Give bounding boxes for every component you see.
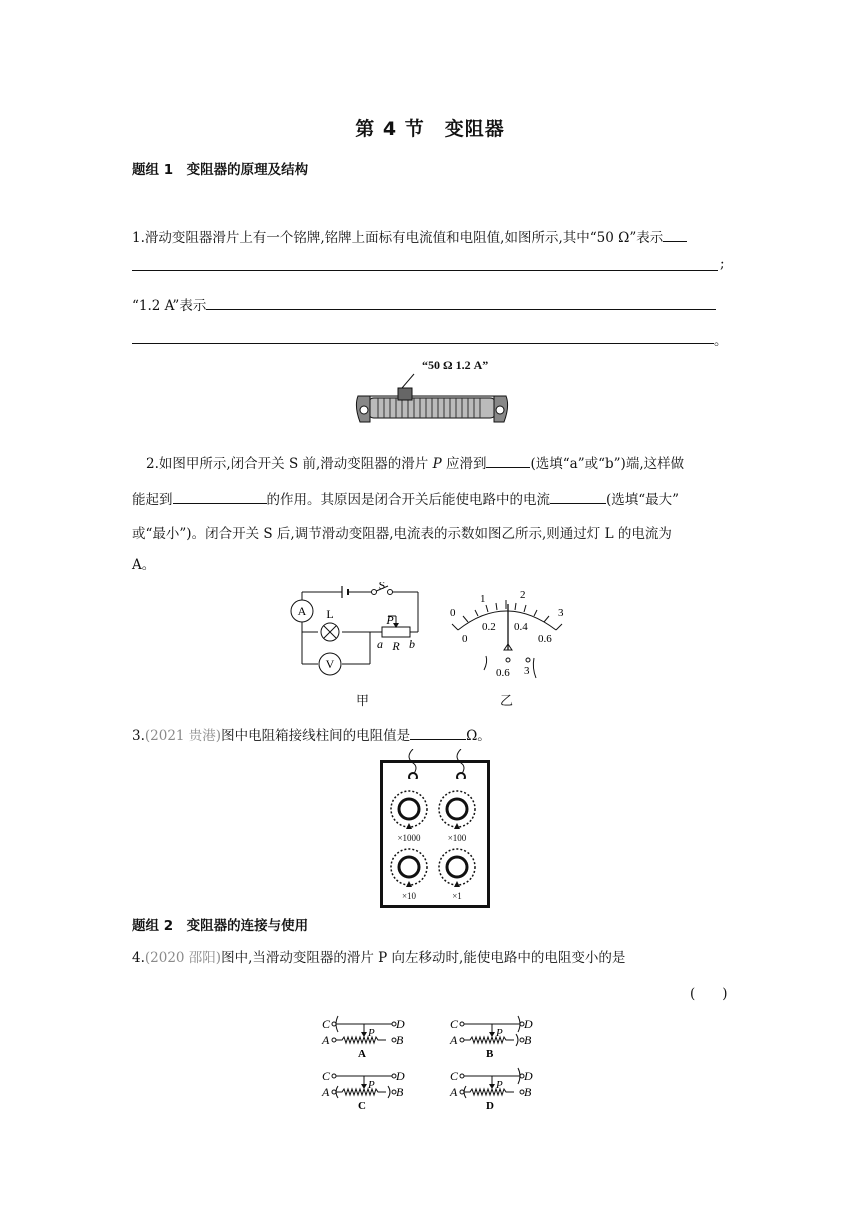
q4-options-figure [320, 1012, 550, 1116]
opt-b-C: C [450, 1017, 459, 1031]
q4-number: 4. [132, 950, 145, 966]
outer-tick-1: 1 [480, 593, 486, 605]
q2-text-1c: 应滑到 [441, 456, 487, 472]
inner-tick-0: 0 [462, 633, 468, 645]
nameplate-label: “50 Ω 1.2 A” [422, 358, 489, 372]
switch-contact-right [388, 590, 393, 595]
dial-label-1000: ×1000 [397, 833, 421, 843]
opt-a-A: A [322, 1033, 330, 1047]
opt-a-P: P [368, 1027, 375, 1039]
dial-hundreds [437, 789, 479, 843]
switch-contact-left [372, 590, 377, 595]
q4-text: 图中,当滑动变阻器的滑片 P 向左移动时,能使电路中的电阻变小的是 [221, 950, 626, 966]
option-d-diagram [449, 1068, 533, 1112]
terminal-0-6: 0.6 [496, 667, 510, 679]
dial-label-100: ×100 [447, 833, 467, 843]
q2-answer-blank-3[interactable] [550, 489, 606, 504]
option-a-diagram [321, 1016, 405, 1060]
opt-d-P: P [496, 1079, 503, 1091]
q1-line-1 [132, 226, 687, 246]
option-b-label: B [486, 1048, 494, 1060]
end-b-label: b [409, 637, 415, 651]
q3-unit: Ω。 [466, 728, 491, 744]
q2-answer-blank-2[interactable] [173, 489, 267, 504]
inner-tick-0-2: 0.2 [482, 621, 496, 633]
rheostat-symbol [382, 627, 410, 637]
q4-answer-parens[interactable]: ( ) [690, 986, 728, 1002]
q1-answer-blank-1a[interactable] [663, 227, 687, 242]
voltmeter-label: V [325, 657, 335, 671]
rheostat-drawing [354, 370, 510, 426]
group-2-heading: 题组 2 变阻器的连接与使用 [132, 918, 309, 934]
opt-b-D: D [524, 1017, 533, 1031]
ammeter-label: A [297, 604, 307, 618]
outer-tick-3: 3 [558, 607, 564, 619]
q2-answer-blank-1[interactable] [486, 453, 530, 468]
box-terminals [383, 749, 487, 779]
q2-text-2c: (选填“最大” [606, 492, 680, 508]
option-a-label: A [358, 1048, 366, 1060]
option-d-label: D [486, 1100, 494, 1112]
outer-tick-2: 2 [520, 589, 526, 601]
dial-grid [389, 789, 479, 901]
opt-d-A: A [450, 1085, 458, 1099]
q2-line-3: 或“最小”)。闭合开关 S 后,调节滑动变阻器,电流表的示数如图乙所示,则通过灯 L 的电流为 [132, 526, 672, 542]
resistance-box [380, 760, 490, 908]
q1-answer-blank-1b[interactable] [132, 270, 718, 271]
lamp-label: L [326, 607, 334, 621]
q3-line [132, 724, 491, 744]
option-b-diagram [449, 1016, 533, 1060]
opt-a-B: B [396, 1033, 404, 1047]
opt-c-B: B [396, 1085, 404, 1099]
terminal-3: 3 [524, 665, 530, 677]
q3-text: 图中电阻箱接线柱间的电阻值是 [221, 728, 411, 744]
q1-text: 1.滑动变阻器滑片上有一个铭牌,铭牌上面标有电流值和电阻值,如图所示,其中“50 Ω”表示 [132, 230, 664, 246]
q1-semicolon: ; [720, 256, 725, 272]
switch-label: S [378, 582, 386, 592]
resistor-label: R [392, 639, 400, 653]
opt-a-D: D [396, 1017, 405, 1031]
q1-answer-blank-2b[interactable] [132, 343, 714, 344]
q4-line [132, 946, 625, 966]
q3-number: 3. [132, 728, 145, 744]
opt-a-C: C [322, 1017, 331, 1031]
q2-text-1d: (选填“a”或“b”)端,这样做 [530, 456, 685, 472]
dial-ones [437, 847, 479, 901]
q1-answer-blank-2a[interactable] [206, 295, 716, 310]
group-1-heading: 题组 1 变阻器的原理及结构 [132, 162, 309, 178]
end-a-label: a [377, 637, 383, 651]
dial-label-10: ×10 [401, 891, 417, 901]
inner-tick-0-4: 0.4 [514, 621, 528, 633]
opt-b-A: A [450, 1033, 458, 1047]
dial-label-1: ×1 [452, 891, 462, 901]
q1-line-3 [132, 294, 716, 314]
page-title: 第 4 节 变阻器 [355, 118, 505, 140]
q3-source: (2021 贵港) [144, 728, 222, 744]
rheostat-figure [354, 358, 510, 426]
inner-tick-0-6: 0.6 [538, 633, 552, 645]
q1-text-2: “1.2 A”表示 [132, 298, 207, 314]
slider-label: P [386, 613, 394, 627]
q2-line-2 [132, 488, 679, 508]
opt-b-P: P [496, 1027, 503, 1039]
q2-slider-p: P [432, 456, 442, 472]
outer-tick-0: 0 [450, 607, 456, 619]
ammeter-dial [444, 584, 574, 684]
opt-c-A: A [322, 1085, 330, 1099]
q3-answer-blank[interactable] [410, 725, 466, 740]
dial-tens [389, 847, 431, 901]
figure-yi-label: 乙 [500, 694, 514, 709]
opt-c-D: D [396, 1069, 405, 1083]
circuit-diagram [286, 582, 426, 682]
option-c-diagram [321, 1069, 405, 1112]
opt-b-B: B [524, 1033, 532, 1047]
q1-period: 。 [714, 333, 728, 349]
q2-line-1 [146, 452, 684, 472]
dial-thousands [389, 789, 431, 843]
q2-text-2a: 能起到 [132, 492, 173, 508]
q2-line-4: A。 [132, 557, 156, 573]
figure-jia-label: 甲 [356, 694, 370, 709]
option-c-label: C [358, 1100, 366, 1112]
opt-d-C: C [450, 1069, 459, 1083]
opt-d-B: B [524, 1085, 532, 1099]
opt-c-C: C [322, 1069, 331, 1083]
opt-d-D: D [524, 1069, 533, 1083]
q2-text-1a: 2.如图甲所示,闭合开关 S 前,滑动变阻器的滑片 [146, 456, 433, 472]
q2-text-2b: 的作用。其原因是闭合开关后能使电路中的电流 [266, 492, 550, 508]
opt-c-P: P [368, 1079, 375, 1091]
q4-source: (2020 邵阳) [144, 950, 222, 966]
